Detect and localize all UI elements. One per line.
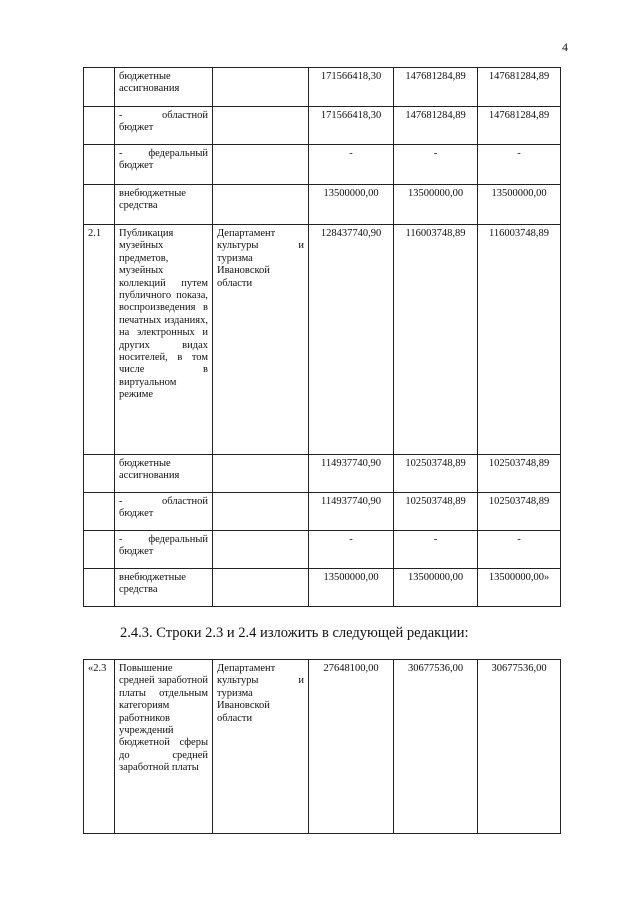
- row-value-2: 147681284,89: [394, 107, 478, 145]
- row-value-2: -: [394, 531, 478, 569]
- row-value-2: 102503748,89: [394, 493, 478, 531]
- row-number: [84, 185, 115, 225]
- row-name: - федеральный бюджет: [115, 531, 213, 569]
- row-value-3: 116003748,89: [478, 225, 561, 455]
- budget-table-continued: [83, 67, 561, 607]
- table-row: [84, 531, 561, 569]
- row-value-1: -: [309, 145, 394, 185]
- row-value-1: 13500000,00: [309, 569, 394, 607]
- row-value-2: 147681284,89: [394, 68, 478, 107]
- row-value-3: 147681284,89: [478, 107, 561, 145]
- row-number: [84, 455, 115, 493]
- row-number: [84, 107, 115, 145]
- row-number: 2.1: [84, 225, 115, 455]
- row-name: Повышение средней заработной платы отдельным категориям работников учреждений бюджетной сферы до средней заработной платы: [115, 660, 213, 834]
- row-name: внебюджетные средства: [115, 185, 213, 225]
- row-name: бюджетные ассигнования: [115, 68, 213, 107]
- section-heading: 2.4.3. Строки 2.3 и 2.4 изложить в следующей редакции:: [120, 625, 469, 641]
- row-value-2: 102503748,89: [394, 455, 478, 493]
- row-value-3: -: [478, 145, 561, 185]
- table-row: [84, 225, 561, 455]
- page-number: 4: [562, 40, 568, 54]
- table-row: [84, 145, 561, 185]
- row-value-1: 27648100,00: [309, 660, 394, 834]
- row-name: бюджетные ассигнования: [115, 455, 213, 493]
- row-value-3: 13500000,00: [478, 185, 561, 225]
- row-value-1: 128437740,90: [309, 225, 394, 455]
- row-value-3: 30677536,00: [478, 660, 561, 834]
- row-value-3: 102503748,89: [478, 455, 561, 493]
- budget-table-new-rows: [83, 659, 561, 834]
- row-number: «2.3: [84, 660, 115, 834]
- row-name: внебюджетные средства: [115, 569, 213, 607]
- row-number: [84, 145, 115, 185]
- table-row: [84, 493, 561, 531]
- table-row: [84, 107, 561, 145]
- row-name: - областной бюджет: [115, 107, 213, 145]
- row-department: [213, 145, 309, 185]
- row-number: [84, 493, 115, 531]
- row-value-3: -: [478, 531, 561, 569]
- row-department: [213, 107, 309, 145]
- table-row: [84, 569, 561, 607]
- row-value-1: 114937740,90: [309, 493, 394, 531]
- row-value-2: 13500000,00: [394, 569, 478, 607]
- row-value-2: -: [394, 145, 478, 185]
- row-department: Департамент культуры и туризма Ивановской области: [213, 660, 309, 834]
- row-number: [84, 569, 115, 607]
- row-department: [213, 531, 309, 569]
- table-row: [84, 185, 561, 225]
- row-department: [213, 185, 309, 225]
- row-name: Публикация музейных предметов, музейных коллекций путем публичного показа, воспроизведения в печатных изданиях, на электронных и других видах носителей, в том числе в виртуальном режиме: [115, 225, 213, 455]
- row-value-1: 13500000,00: [309, 185, 394, 225]
- table-row: [84, 68, 561, 107]
- row-value-3: 13500000,00»: [478, 569, 561, 607]
- row-department: Департамент культуры и туризма Ивановской области: [213, 225, 309, 455]
- row-value-2: 116003748,89: [394, 225, 478, 455]
- row-value-3: 147681284,89: [478, 68, 561, 107]
- row-value-1: 114937740,90: [309, 455, 394, 493]
- row-department: [213, 493, 309, 531]
- row-number: [84, 68, 115, 107]
- table-row: [84, 455, 561, 493]
- row-value-1: -: [309, 531, 394, 569]
- row-value-3: 102503748,89: [478, 493, 561, 531]
- row-name: - федеральный бюджет: [115, 145, 213, 185]
- table-row: [84, 660, 561, 834]
- row-value-1: 171566418,30: [309, 68, 394, 107]
- row-name: - областной бюджет: [115, 493, 213, 531]
- row-value-2: 13500000,00: [394, 185, 478, 225]
- row-department: [213, 569, 309, 607]
- row-value-2: 30677536,00: [394, 660, 478, 834]
- row-value-1: 171566418,30: [309, 107, 394, 145]
- row-department: [213, 455, 309, 493]
- row-number: [84, 531, 115, 569]
- row-department: [213, 68, 309, 107]
